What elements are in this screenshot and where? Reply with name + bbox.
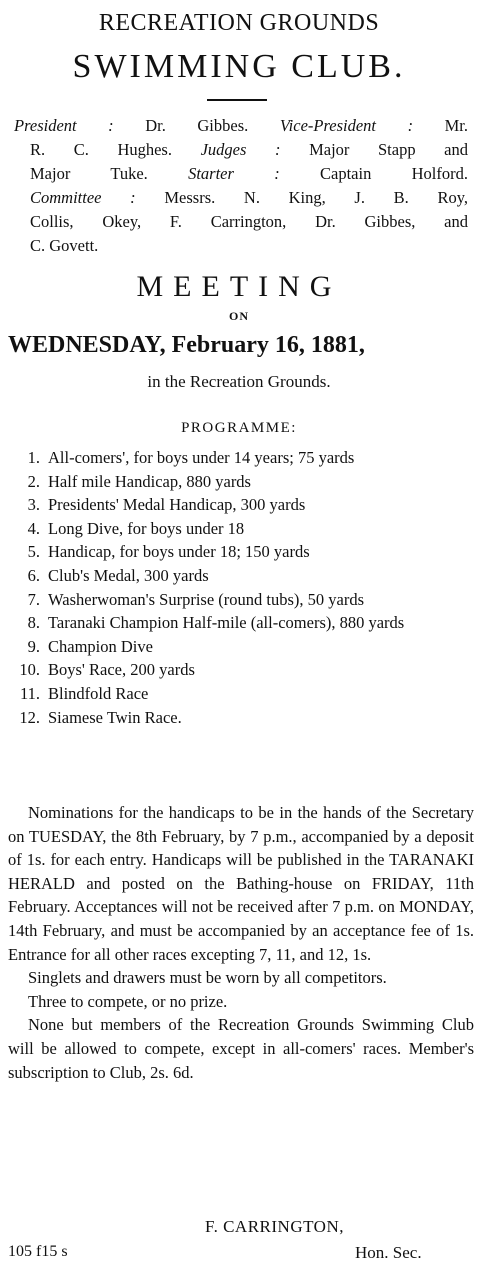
officers-line-3: [14, 162, 468, 186]
item-text: Washerwoman's Surprise (round tubs), 50 yards: [48, 589, 365, 609]
item-text: All-comers', for boys under 14 years; 75 yards: [48, 448, 355, 467]
programme-item: [8, 470, 474, 494]
meeting-date: WEDNESDAY, February 16, 1881,: [8, 332, 365, 358]
programme-item: [8, 706, 474, 730]
officers-line-1: [14, 114, 468, 138]
item-number: 9.: [27, 636, 40, 656]
president-name: Dr. Gibbes.: [145, 116, 249, 135]
officers-line-5: [14, 210, 468, 234]
starter-label: Starter :: [188, 164, 280, 183]
programme-item: [8, 588, 474, 612]
item-text: Handicap, for boys under 18; 150 yards: [48, 542, 310, 562]
item-text: Taranaki Champion Half-mile (all-comers), 880 yards: [48, 613, 405, 633]
nominations-paragraph: Nominations for the handicaps to be in the hands of the Secretary on TUESDAY, the 8th February, by 7 p.m., accompanied by a deposit of 1s. for each entry. Handicaps will be published in the TARANAKI HERALD and posted on the Bathing-house on FRIDAY, 11th February. Acceptances will not be received after 7 p.m. on MONDAY, 14th February, and must be accompanied by an acceptance fee of 1s. Entrance for all other races excepting 7, 11, and 12, 1s.: [8, 803, 474, 964]
programme-item: [8, 540, 474, 564]
notices-block: [8, 801, 474, 1084]
club-name-line2: SWIMMING CLUB.: [72, 48, 406, 85]
item-number: 3.: [27, 495, 40, 515]
judges-names-2: Major Tuke.: [30, 164, 148, 183]
item-number: 10.: [19, 660, 40, 680]
advert-reference: 105 f15 s: [8, 1243, 68, 1260]
signature-title: Hon. Sec.: [355, 1243, 422, 1262]
programme-item: [8, 493, 474, 517]
programme-item: [8, 635, 474, 659]
president-label: President :: [14, 116, 114, 135]
meeting-on: ON: [229, 309, 249, 323]
three-to-compete-paragraph: Three to compete, or no prize.: [28, 991, 228, 1011]
programme-list: [8, 446, 474, 729]
club-name-line1: RECREATION GROUNDS: [98, 10, 380, 36]
vice-president-name-2: R. C. Hughes.: [30, 140, 172, 159]
item-text: Boys' Race, 200 yards: [48, 660, 195, 680]
item-text: Champion Dive: [48, 636, 153, 656]
item-text: Half mile Handicap, 880 yards: [48, 471, 251, 491]
item-number: 7.: [27, 589, 40, 609]
committee-label: Committee :: [30, 188, 136, 207]
meeting-heading: MEETING: [136, 270, 342, 303]
item-number: 12.: [19, 707, 40, 727]
meeting-venue: in the Recreation Grounds.: [147, 372, 331, 391]
item-number: 5.: [27, 542, 40, 562]
programme-item: [8, 517, 474, 541]
item-number: 2.: [27, 471, 40, 491]
officers-line-2: [14, 138, 468, 162]
item-number: 4.: [27, 518, 40, 538]
programme-item: [8, 658, 474, 682]
item-text: Blindfold Race: [48, 683, 149, 703]
programme-item: [8, 611, 474, 635]
officers-line-6: [14, 234, 468, 258]
item-text: Siamese Twin Race.: [48, 707, 182, 727]
item-number: 6.: [27, 565, 40, 585]
programme-heading: PROGRAMME:: [181, 420, 297, 436]
judges-label: Judges :: [200, 140, 281, 159]
programme-item: [8, 682, 474, 706]
header-divider: [207, 99, 267, 101]
programme-item: [8, 446, 474, 470]
members-paragraph: None but members of the Recreation Grounds Swimming Club will be allowed to compete, except in all-comers' races. Member's subscription to Club, 2s. 6d.: [8, 1015, 474, 1082]
officers-line-4: [14, 186, 468, 210]
committee-names-1: Messrs. N. King, J. B. Roy,: [164, 188, 469, 207]
item-number: 11.: [19, 683, 40, 703]
item-number: 8.: [27, 613, 40, 633]
starter-name: Captain Holford.: [320, 164, 468, 183]
item-text: Club's Medal, 300 yards: [48, 565, 209, 585]
committee-names-2: Collis, Okey, F. Carrington, Dr. Gibbes, and: [30, 212, 468, 231]
judges-names-1: Major Stapp and: [309, 140, 468, 159]
item-text: Presidents' Medal Handicap, 300 yards: [48, 495, 306, 515]
item-number: 1.: [27, 448, 40, 467]
programme-item: [8, 564, 474, 588]
officers-block: [14, 114, 468, 258]
vice-president-name-1: Mr.: [444, 116, 468, 135]
singlets-paragraph: Singlets and drawers must be worn by all competitors.: [28, 968, 387, 988]
item-text: Long Dive, for boys under 18: [48, 518, 245, 538]
committee-names-3: C. Govett.: [30, 236, 99, 255]
vice-president-label: Vice-President :: [279, 116, 414, 135]
signature-name: F. CARRINGTON,: [205, 1217, 344, 1236]
